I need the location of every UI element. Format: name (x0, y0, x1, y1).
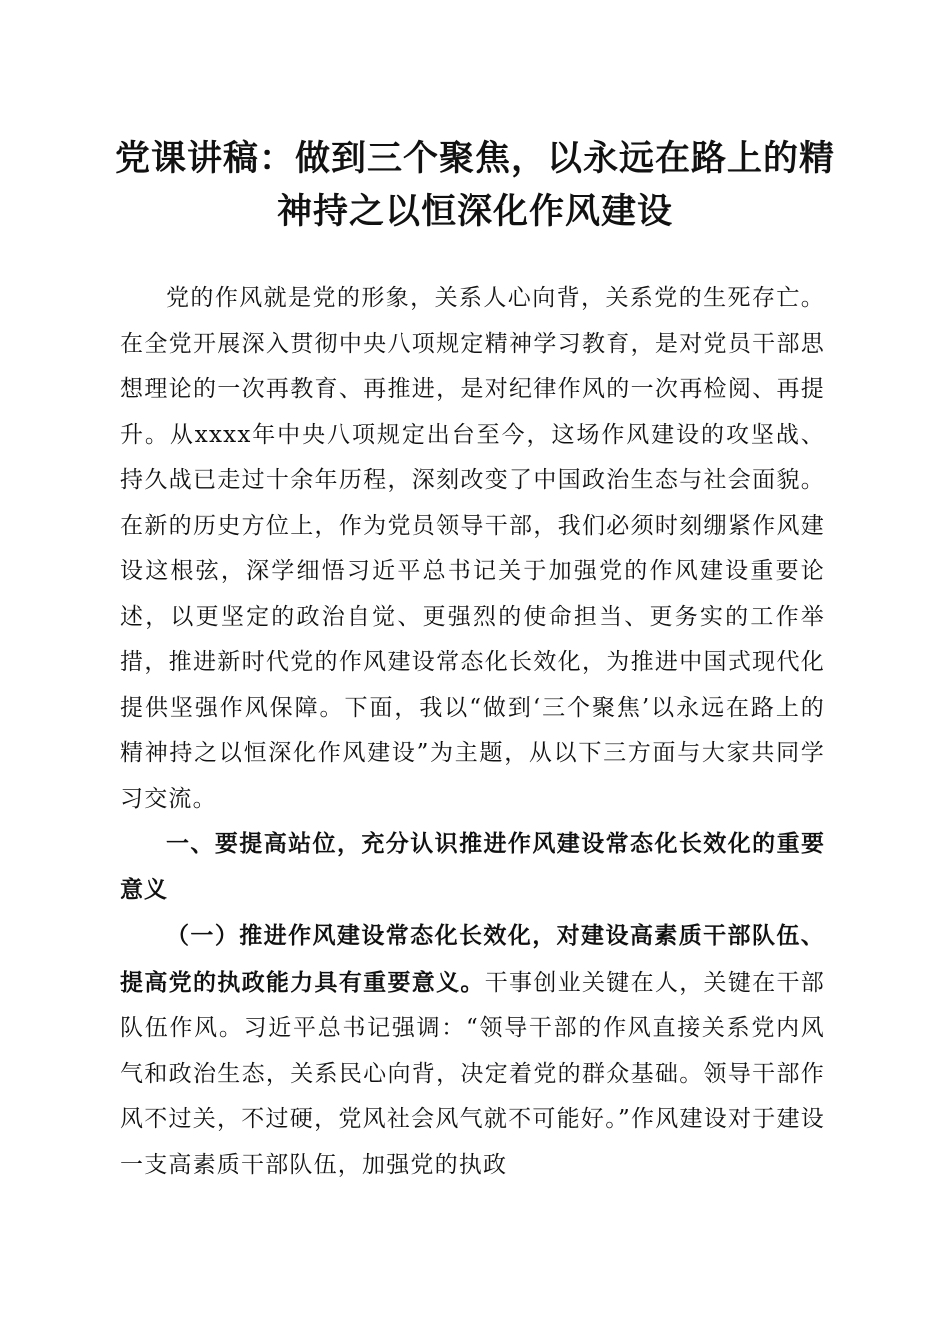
subsection-text-1: 干事创业关键在人，关键在干部队伍作风。习近平总书记强调：“领导干部的作风直接关系党内风气和政治生态，关系民心向背，决定着党的群众基础。领导干部作风不过关，不过硬，党风社会风气就不可能好。”作风建设对于建设一支高素质干部队伍，加强党的执政 (120, 969, 825, 1178)
document-body (120, 276, 825, 1188)
subsection-paragraph-1 (120, 913, 825, 1188)
document-title: 党课讲稿：做到三个聚焦，以永远在路上的精神持之以恒深化作风建设 (114, 138, 835, 232)
section-heading-1: 一、要提高站位，充分认识推进作风建设常态化长效化的重要意义 (120, 831, 825, 903)
intro-paragraph: 党的作风就是党的形象，关系人心向背，关系党的生死存亡。在全党开展深入贯彻中央八项规定精神学习教育，是对党员干部思想理论的一次再教育、再推进，是对纪律作风的一次再检阅、再提升。从xxxx年中央八项规定出台至今，这场作风建设的攻坚战、持久战已走过十余年历程，深刻改变了中国政治生态与社会面貌。在新的历史方位上，作为党员领导干部，我们必须时刻绷紧作风建设这根弦，深学细悟习近平总书记关于加强党的作风建设重要论述，以更坚定的政治自觉、更强烈的使命担当、更务实的工作举措，推进新时代党的作风建设常态化长效化，为推进中国式现代化提供坚强作风保障。下面，我以“做到‘三个聚焦’以永远在路上的精神持之以恒深化作风建设”为主题，从以下三方面与大家共同学习交流。 (120, 285, 825, 812)
subsection-lead-1: （一）推进作风建设常态化长效化，对建设高素质干部队伍、提高党的执政能力具有重要意义。 (120, 922, 825, 996)
